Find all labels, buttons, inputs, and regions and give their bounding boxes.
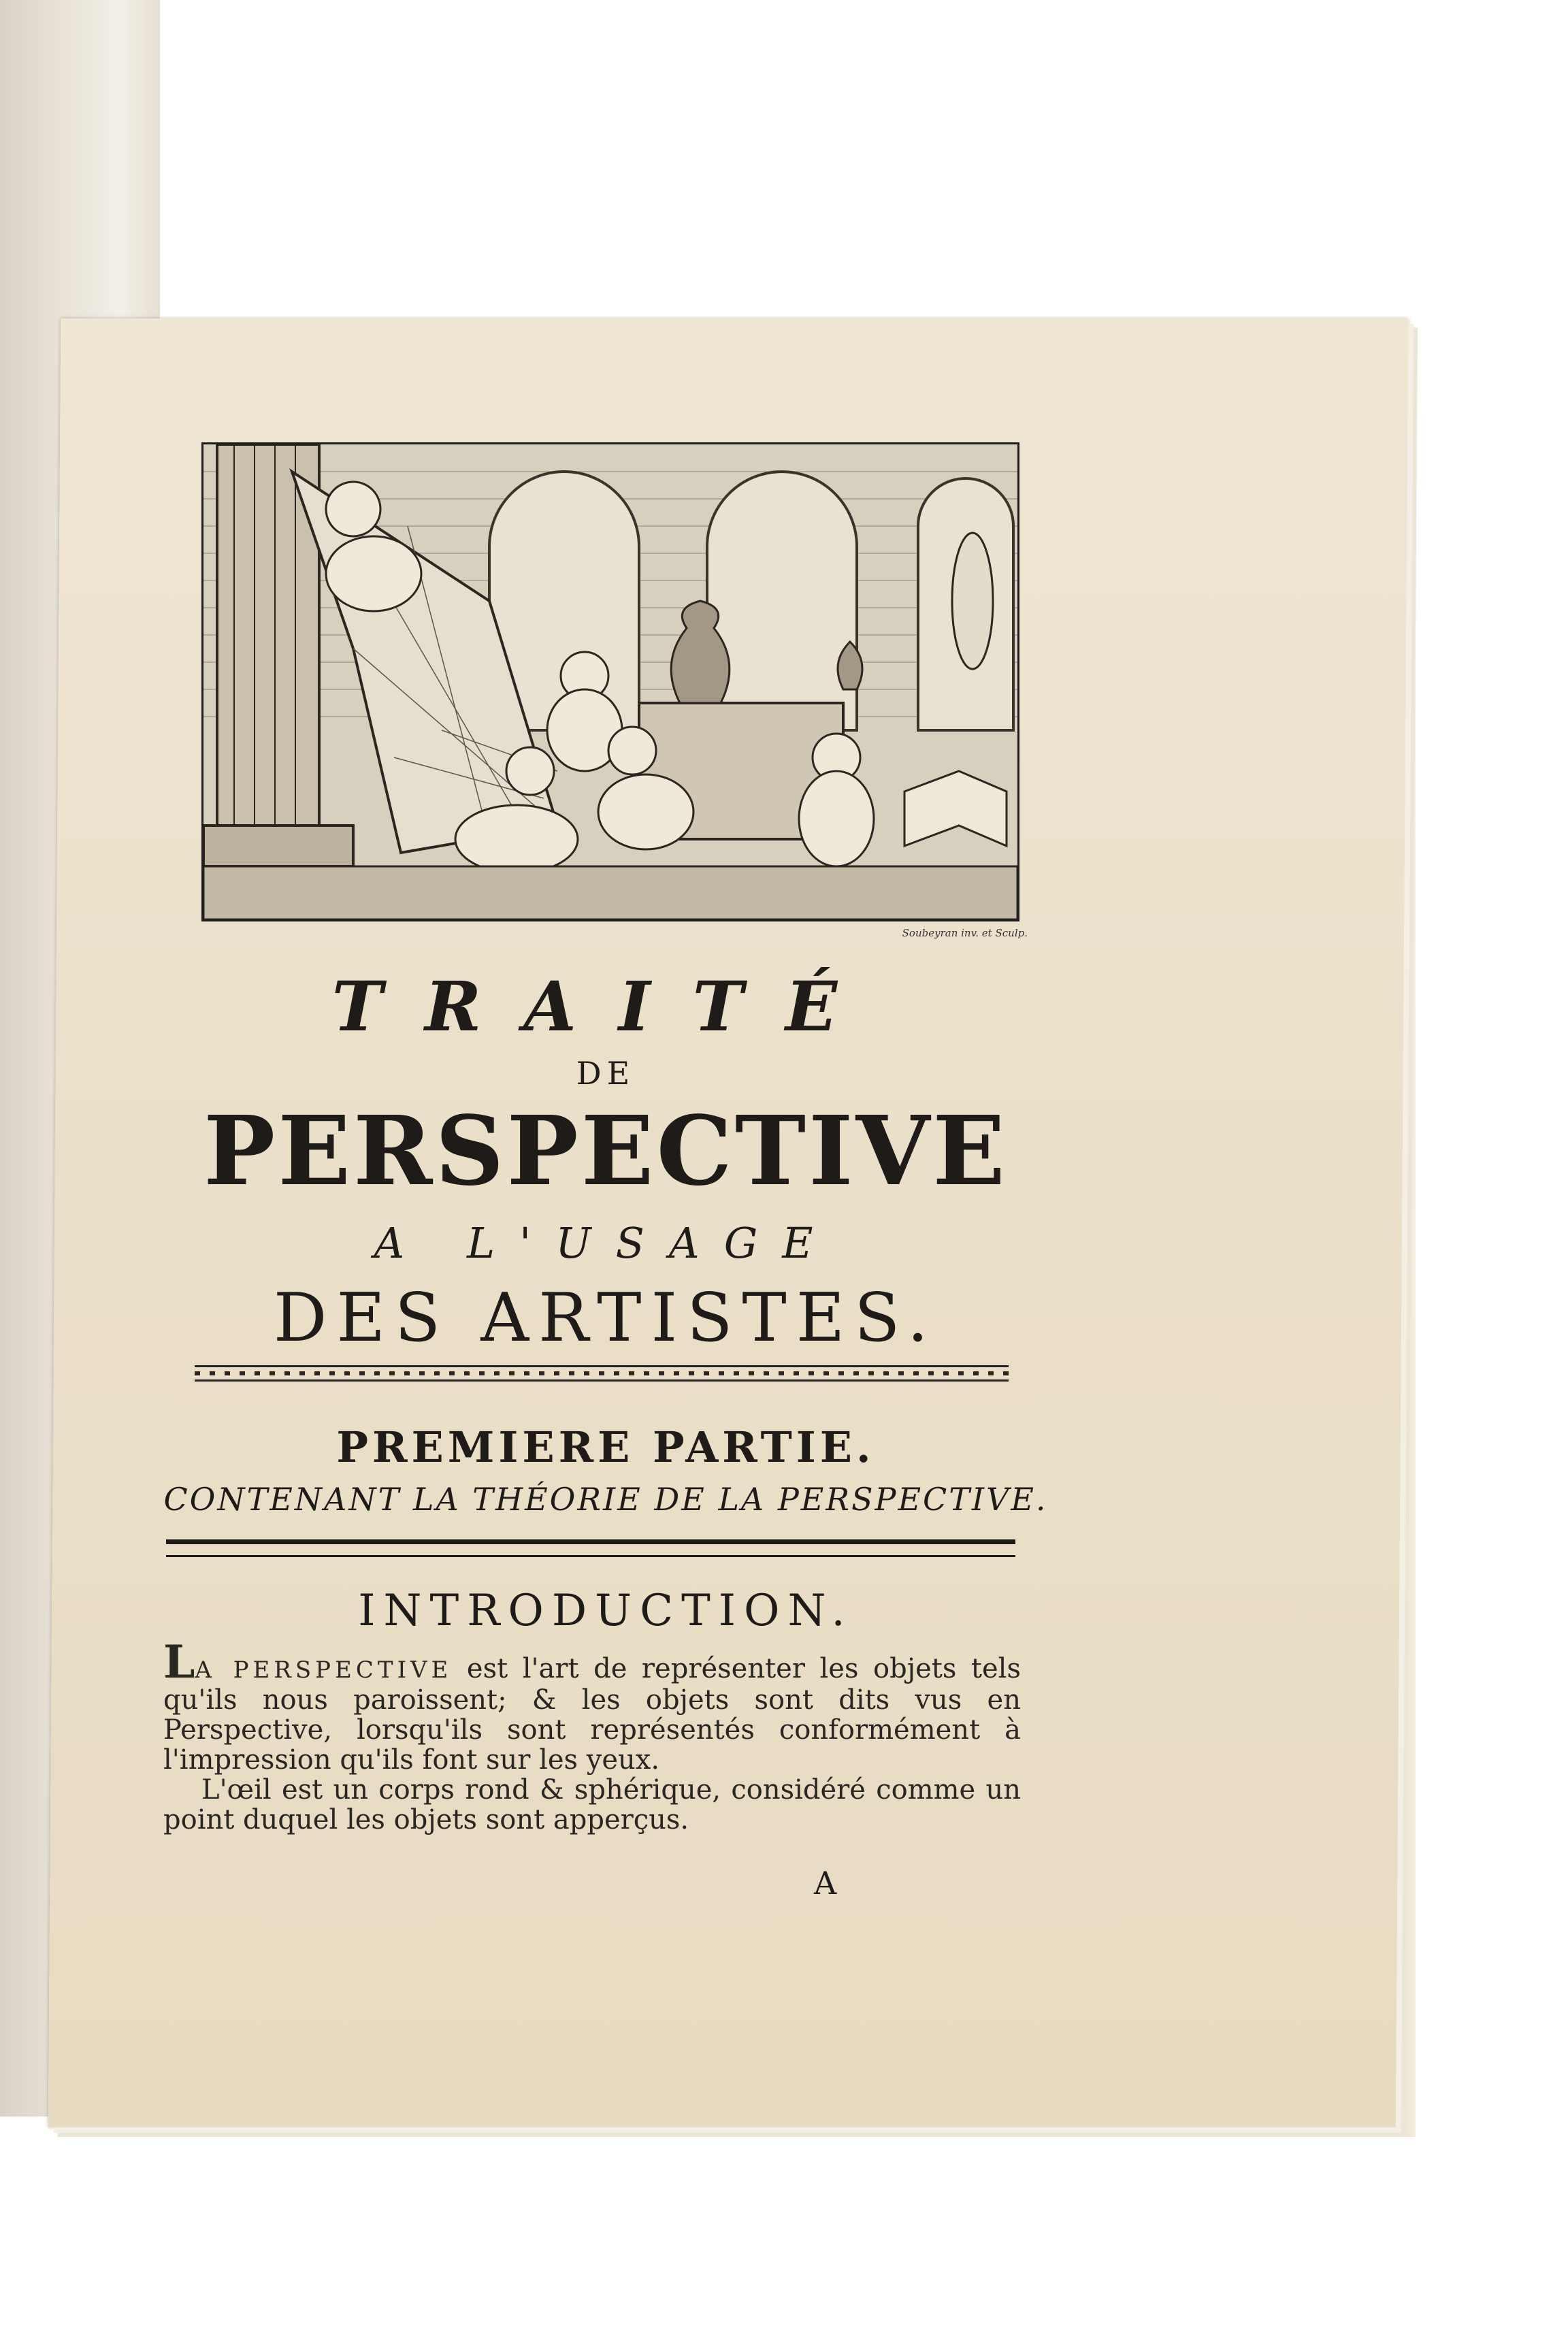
paragraph-1 (163, 1635, 1021, 1776)
title-line-1: TRAITÉ (331, 966, 880, 1047)
title-line-2: DE (576, 1055, 636, 1092)
part-subheading: CONTENANT LA THÉORIE DE LA PERSPECTIVE. (163, 1481, 1048, 1518)
paragraph-2: L'œil est un corps rond & sphérique, considéré comme un point duquel les objets sont apperçus. (163, 1774, 1021, 1835)
double-rule (166, 1539, 1015, 1557)
frontispiece-engraving (201, 442, 1019, 921)
small-caps-lead: A PERSPECTIVE (195, 1656, 453, 1684)
section-heading: INTRODUCTION. (358, 1586, 853, 1636)
title-line-5: DES ARTISTES. (273, 1279, 938, 1357)
signature-mark: A (814, 1865, 837, 1901)
drop-cap: L (163, 1635, 195, 1688)
paragraph-1-text: est l'art de représenter les objets tels qu'ils nous paroissent; & les objets sont dits vus en Perspective, lorsqu'ils sont représentés conformément à l'impression qu'ils font sur les yeux. (163, 1653, 1021, 1776)
ornamental-rule (195, 1365, 1009, 1382)
title-line-3: PERSPECTIVE (203, 1096, 1008, 1207)
part-heading: PREMIERE PARTIE. (336, 1422, 875, 1472)
engraving-illustration (203, 444, 1017, 919)
engraver-credit: Soubeyran inv. et Sculp. (902, 927, 1028, 939)
body-text (163, 1635, 1021, 1835)
title-line-4: A L'USAGE (374, 1218, 838, 1268)
